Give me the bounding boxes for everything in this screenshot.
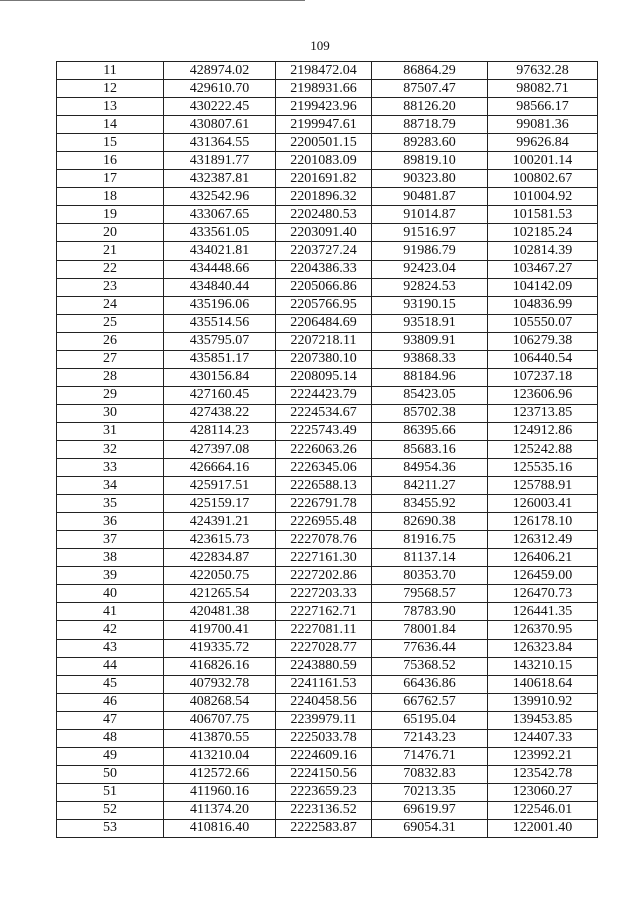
table-row — [57, 134, 598, 152]
value-cell-2: 2198931.66 — [276, 80, 372, 98]
table-row — [57, 188, 598, 206]
value-cell-3: 93190.15 — [372, 296, 488, 314]
value-cell-1: 411960.16 — [164, 783, 276, 801]
value-cell-1: 431891.77 — [164, 152, 276, 170]
value-cell-2: 2227162.71 — [276, 603, 372, 621]
value-cell-4: 124407.33 — [488, 729, 598, 747]
value-cell-4: 100802.67 — [488, 170, 598, 188]
value-cell-4: 99081.36 — [488, 116, 598, 134]
point-number-cell: 34 — [57, 477, 164, 495]
table-row — [57, 585, 598, 603]
value-cell-3: 81137.14 — [372, 549, 488, 567]
point-number-cell: 41 — [57, 603, 164, 621]
value-cell-3: 80353.70 — [372, 567, 488, 585]
value-cell-2: 2227078.76 — [276, 531, 372, 549]
value-cell-4: 102185.24 — [488, 224, 598, 242]
value-cell-2: 2203091.40 — [276, 224, 372, 242]
value-cell-3: 66436.86 — [372, 675, 488, 693]
value-cell-4: 101581.53 — [488, 206, 598, 224]
value-cell-4: 126470.73 — [488, 585, 598, 603]
value-cell-4: 140618.64 — [488, 675, 598, 693]
point-number-cell: 39 — [57, 567, 164, 585]
coordinates-table — [56, 61, 598, 838]
table-row — [57, 621, 598, 639]
value-cell-4: 126370.95 — [488, 621, 598, 639]
point-number-cell: 11 — [57, 62, 164, 80]
value-cell-4: 126459.00 — [488, 567, 598, 585]
value-cell-3: 91986.79 — [372, 242, 488, 260]
value-cell-3: 88184.96 — [372, 368, 488, 386]
value-cell-1: 434448.66 — [164, 260, 276, 278]
value-cell-2: 2199423.96 — [276, 98, 372, 116]
value-cell-4: 139910.92 — [488, 693, 598, 711]
value-cell-1: 434021.81 — [164, 242, 276, 260]
value-cell-3: 78001.84 — [372, 621, 488, 639]
table-row — [57, 278, 598, 296]
value-cell-2: 2224423.79 — [276, 386, 372, 404]
value-cell-2: 2198472.04 — [276, 62, 372, 80]
point-number-cell: 16 — [57, 152, 164, 170]
point-number-cell: 48 — [57, 729, 164, 747]
table-row — [57, 98, 598, 116]
point-number-cell: 47 — [57, 711, 164, 729]
value-cell-1: 425917.51 — [164, 477, 276, 495]
value-cell-4: 105550.07 — [488, 314, 598, 332]
value-cell-4: 126323.84 — [488, 639, 598, 657]
value-cell-2: 2227028.77 — [276, 639, 372, 657]
value-cell-3: 70832.83 — [372, 765, 488, 783]
value-cell-2: 2224609.16 — [276, 747, 372, 765]
value-cell-4: 126312.49 — [488, 531, 598, 549]
value-cell-3: 72143.23 — [372, 729, 488, 747]
page-number: 109 — [310, 38, 330, 53]
value-cell-3: 85683.16 — [372, 440, 488, 458]
table-row — [57, 747, 598, 765]
value-cell-3: 92423.04 — [372, 260, 488, 278]
value-cell-2: 2199947.61 — [276, 116, 372, 134]
table-row — [57, 152, 598, 170]
point-number-cell: 24 — [57, 296, 164, 314]
value-cell-4: 123606.96 — [488, 386, 598, 404]
value-cell-1: 421265.54 — [164, 585, 276, 603]
value-cell-4: 103467.27 — [488, 260, 598, 278]
value-cell-1: 427438.22 — [164, 404, 276, 422]
value-cell-3: 86395.66 — [372, 422, 488, 440]
value-cell-2: 2243880.59 — [276, 657, 372, 675]
table-row — [57, 314, 598, 332]
value-cell-1: 422050.75 — [164, 567, 276, 585]
point-number-cell: 50 — [57, 765, 164, 783]
table-row — [57, 729, 598, 747]
value-cell-4: 98082.71 — [488, 80, 598, 98]
value-cell-1: 435196.06 — [164, 296, 276, 314]
value-cell-4: 97632.28 — [488, 62, 598, 80]
table-row — [57, 296, 598, 314]
table-row — [57, 170, 598, 188]
value-cell-2: 2240458.56 — [276, 693, 372, 711]
value-cell-2: 2241161.53 — [276, 675, 372, 693]
point-number-cell: 25 — [57, 314, 164, 332]
value-cell-2: 2226955.48 — [276, 513, 372, 531]
table-row — [57, 386, 598, 404]
value-cell-4: 123060.27 — [488, 783, 598, 801]
value-cell-2: 2224534.67 — [276, 404, 372, 422]
value-cell-2: 2226345.06 — [276, 459, 372, 477]
table-row — [57, 639, 598, 657]
table-row — [57, 422, 598, 440]
table-row — [57, 206, 598, 224]
point-number-cell: 13 — [57, 98, 164, 116]
table-row — [57, 819, 598, 837]
value-cell-2: 2224150.56 — [276, 765, 372, 783]
value-cell-4: 99626.84 — [488, 134, 598, 152]
point-number-cell: 53 — [57, 819, 164, 837]
value-cell-1: 424391.21 — [164, 513, 276, 531]
value-cell-2: 2225033.78 — [276, 729, 372, 747]
value-cell-3: 93809.91 — [372, 332, 488, 350]
value-cell-2: 2223136.52 — [276, 801, 372, 819]
point-number-cell: 26 — [57, 332, 164, 350]
value-cell-1: 427397.08 — [164, 440, 276, 458]
value-cell-3: 91014.87 — [372, 206, 488, 224]
value-cell-4: 106440.54 — [488, 350, 598, 368]
table-row — [57, 332, 598, 350]
value-cell-1: 428114.23 — [164, 422, 276, 440]
point-number-cell: 52 — [57, 801, 164, 819]
value-cell-1: 422834.87 — [164, 549, 276, 567]
value-cell-2: 2227081.11 — [276, 621, 372, 639]
point-number-cell: 32 — [57, 440, 164, 458]
value-cell-2: 2208095.14 — [276, 368, 372, 386]
table-row — [57, 350, 598, 368]
point-number-cell: 27 — [57, 350, 164, 368]
point-number-cell: 46 — [57, 693, 164, 711]
value-cell-3: 82690.38 — [372, 513, 488, 531]
value-cell-4: 104142.09 — [488, 278, 598, 296]
value-cell-1: 434840.44 — [164, 278, 276, 296]
value-cell-1: 408268.54 — [164, 693, 276, 711]
point-number-cell: 23 — [57, 278, 164, 296]
point-number-cell: 18 — [57, 188, 164, 206]
value-cell-2: 2226791.78 — [276, 495, 372, 513]
value-cell-4: 123713.85 — [488, 404, 598, 422]
value-cell-3: 90323.80 — [372, 170, 488, 188]
table-row — [57, 603, 598, 621]
value-cell-3: 93518.91 — [372, 314, 488, 332]
value-cell-2: 2200501.15 — [276, 134, 372, 152]
value-cell-1: 427160.45 — [164, 386, 276, 404]
value-cell-1: 419335.72 — [164, 639, 276, 657]
value-cell-1: 411374.20 — [164, 801, 276, 819]
point-number-cell: 14 — [57, 116, 164, 134]
value-cell-3: 78783.90 — [372, 603, 488, 621]
table-row — [57, 657, 598, 675]
value-cell-4: 125788.91 — [488, 477, 598, 495]
value-cell-4: 126441.35 — [488, 603, 598, 621]
value-cell-3: 70213.35 — [372, 783, 488, 801]
value-cell-1: 432542.96 — [164, 188, 276, 206]
value-cell-1: 426664.16 — [164, 459, 276, 477]
point-number-cell: 22 — [57, 260, 164, 278]
value-cell-1: 406707.75 — [164, 711, 276, 729]
point-number-cell: 33 — [57, 459, 164, 477]
table-row — [57, 549, 598, 567]
value-cell-4: 122546.01 — [488, 801, 598, 819]
value-cell-3: 88126.20 — [372, 98, 488, 116]
value-cell-3: 77636.44 — [372, 639, 488, 657]
value-cell-3: 87507.47 — [372, 80, 488, 98]
table-row — [57, 765, 598, 783]
point-number-cell: 36 — [57, 513, 164, 531]
value-cell-3: 71476.71 — [372, 747, 488, 765]
table-row — [57, 693, 598, 711]
value-cell-1: 413210.04 — [164, 747, 276, 765]
value-cell-2: 2203727.24 — [276, 242, 372, 260]
value-cell-4: 139453.85 — [488, 711, 598, 729]
value-cell-2: 2225743.49 — [276, 422, 372, 440]
value-cell-3: 65195.04 — [372, 711, 488, 729]
value-cell-1: 407932.78 — [164, 675, 276, 693]
value-cell-2: 2227202.86 — [276, 567, 372, 585]
value-cell-3: 92824.53 — [372, 278, 488, 296]
table-row — [57, 711, 598, 729]
value-cell-3: 69054.31 — [372, 819, 488, 837]
value-cell-4: 101004.92 — [488, 188, 598, 206]
value-cell-1: 416826.16 — [164, 657, 276, 675]
header-rule — [0, 0, 305, 1]
point-number-cell: 19 — [57, 206, 164, 224]
point-number-cell: 43 — [57, 639, 164, 657]
value-cell-2: 2223659.23 — [276, 783, 372, 801]
point-number-cell: 21 — [57, 242, 164, 260]
point-number-cell: 49 — [57, 747, 164, 765]
value-cell-3: 88718.79 — [372, 116, 488, 134]
table-row — [57, 62, 598, 80]
point-number-cell: 28 — [57, 368, 164, 386]
value-cell-3: 81916.75 — [372, 531, 488, 549]
value-cell-2: 2222583.87 — [276, 819, 372, 837]
value-cell-1: 430222.45 — [164, 98, 276, 116]
value-cell-4: 125535.16 — [488, 459, 598, 477]
value-cell-3: 66762.57 — [372, 693, 488, 711]
value-cell-4: 123992.21 — [488, 747, 598, 765]
table-row — [57, 440, 598, 458]
value-cell-1: 419700.41 — [164, 621, 276, 639]
value-cell-4: 106279.38 — [488, 332, 598, 350]
value-cell-2: 2207218.11 — [276, 332, 372, 350]
table-row — [57, 531, 598, 549]
value-cell-2: 2227161.30 — [276, 549, 372, 567]
value-cell-3: 85423.05 — [372, 386, 488, 404]
value-cell-2: 2227203.33 — [276, 585, 372, 603]
value-cell-4: 126406.21 — [488, 549, 598, 567]
value-cell-2: 2201083.09 — [276, 152, 372, 170]
value-cell-4: 123542.78 — [488, 765, 598, 783]
table-row — [57, 368, 598, 386]
point-number-cell: 20 — [57, 224, 164, 242]
point-number-cell: 31 — [57, 422, 164, 440]
value-cell-3: 86864.29 — [372, 62, 488, 80]
value-cell-3: 69619.97 — [372, 801, 488, 819]
value-cell-3: 93868.33 — [372, 350, 488, 368]
table-row — [57, 224, 598, 242]
value-cell-2: 2201896.32 — [276, 188, 372, 206]
value-cell-4: 124912.86 — [488, 422, 598, 440]
value-cell-2: 2226063.26 — [276, 440, 372, 458]
table-row — [57, 260, 598, 278]
table-row — [57, 675, 598, 693]
point-number-cell: 12 — [57, 80, 164, 98]
value-cell-3: 83455.92 — [372, 495, 488, 513]
value-cell-1: 430156.84 — [164, 368, 276, 386]
value-cell-1: 430807.61 — [164, 116, 276, 134]
value-cell-1: 435795.07 — [164, 332, 276, 350]
value-cell-2: 2207380.10 — [276, 350, 372, 368]
value-cell-2: 2226588.13 — [276, 477, 372, 495]
value-cell-3: 84211.27 — [372, 477, 488, 495]
value-cell-1: 433561.05 — [164, 224, 276, 242]
table-row — [57, 495, 598, 513]
value-cell-4: 122001.40 — [488, 819, 598, 837]
value-cell-2: 2204386.33 — [276, 260, 372, 278]
point-number-cell: 38 — [57, 549, 164, 567]
value-cell-1: 433067.65 — [164, 206, 276, 224]
point-number-cell: 35 — [57, 495, 164, 513]
point-number-cell: 44 — [57, 657, 164, 675]
value-cell-3: 84954.36 — [372, 459, 488, 477]
value-cell-3: 90481.87 — [372, 188, 488, 206]
value-cell-1: 431364.55 — [164, 134, 276, 152]
table-row — [57, 116, 598, 134]
point-number-cell: 37 — [57, 531, 164, 549]
value-cell-1: 423615.73 — [164, 531, 276, 549]
table-row — [57, 80, 598, 98]
point-number-cell: 42 — [57, 621, 164, 639]
value-cell-1: 435851.17 — [164, 350, 276, 368]
value-cell-1: 413870.55 — [164, 729, 276, 747]
point-number-cell: 51 — [57, 783, 164, 801]
value-cell-2: 2205066.86 — [276, 278, 372, 296]
point-number-cell: 15 — [57, 134, 164, 152]
point-number-cell: 29 — [57, 386, 164, 404]
value-cell-3: 89819.10 — [372, 152, 488, 170]
table-row — [57, 459, 598, 477]
value-cell-1: 428974.02 — [164, 62, 276, 80]
value-cell-4: 107237.18 — [488, 368, 598, 386]
value-cell-1: 435514.56 — [164, 314, 276, 332]
point-number-cell: 45 — [57, 675, 164, 693]
value-cell-1: 410816.40 — [164, 819, 276, 837]
value-cell-3: 85702.38 — [372, 404, 488, 422]
table-row — [57, 783, 598, 801]
value-cell-3: 89283.60 — [372, 134, 488, 152]
table-body — [57, 62, 598, 838]
value-cell-4: 126003.41 — [488, 495, 598, 513]
value-cell-4: 98566.17 — [488, 98, 598, 116]
value-cell-1: 420481.38 — [164, 603, 276, 621]
value-cell-1: 429610.70 — [164, 80, 276, 98]
value-cell-4: 100201.14 — [488, 152, 598, 170]
value-cell-4: 104836.99 — [488, 296, 598, 314]
value-cell-2: 2206484.69 — [276, 314, 372, 332]
point-number-cell: 17 — [57, 170, 164, 188]
table-row — [57, 513, 598, 531]
value-cell-3: 91516.97 — [372, 224, 488, 242]
value-cell-2: 2201691.82 — [276, 170, 372, 188]
table-row — [57, 567, 598, 585]
value-cell-2: 2205766.95 — [276, 296, 372, 314]
value-cell-4: 102814.39 — [488, 242, 598, 260]
value-cell-4: 125242.88 — [488, 440, 598, 458]
table-row — [57, 801, 598, 819]
table-row — [57, 404, 598, 422]
point-number-cell: 40 — [57, 585, 164, 603]
value-cell-3: 79568.57 — [372, 585, 488, 603]
table-row — [57, 477, 598, 495]
value-cell-2: 2202480.53 — [276, 206, 372, 224]
point-number-cell: 30 — [57, 404, 164, 422]
value-cell-1: 425159.17 — [164, 495, 276, 513]
value-cell-4: 143210.15 — [488, 657, 598, 675]
value-cell-4: 126178.10 — [488, 513, 598, 531]
table-row — [57, 242, 598, 260]
value-cell-2: 2239979.11 — [276, 711, 372, 729]
value-cell-3: 75368.52 — [372, 657, 488, 675]
value-cell-1: 412572.66 — [164, 765, 276, 783]
value-cell-1: 432387.81 — [164, 170, 276, 188]
